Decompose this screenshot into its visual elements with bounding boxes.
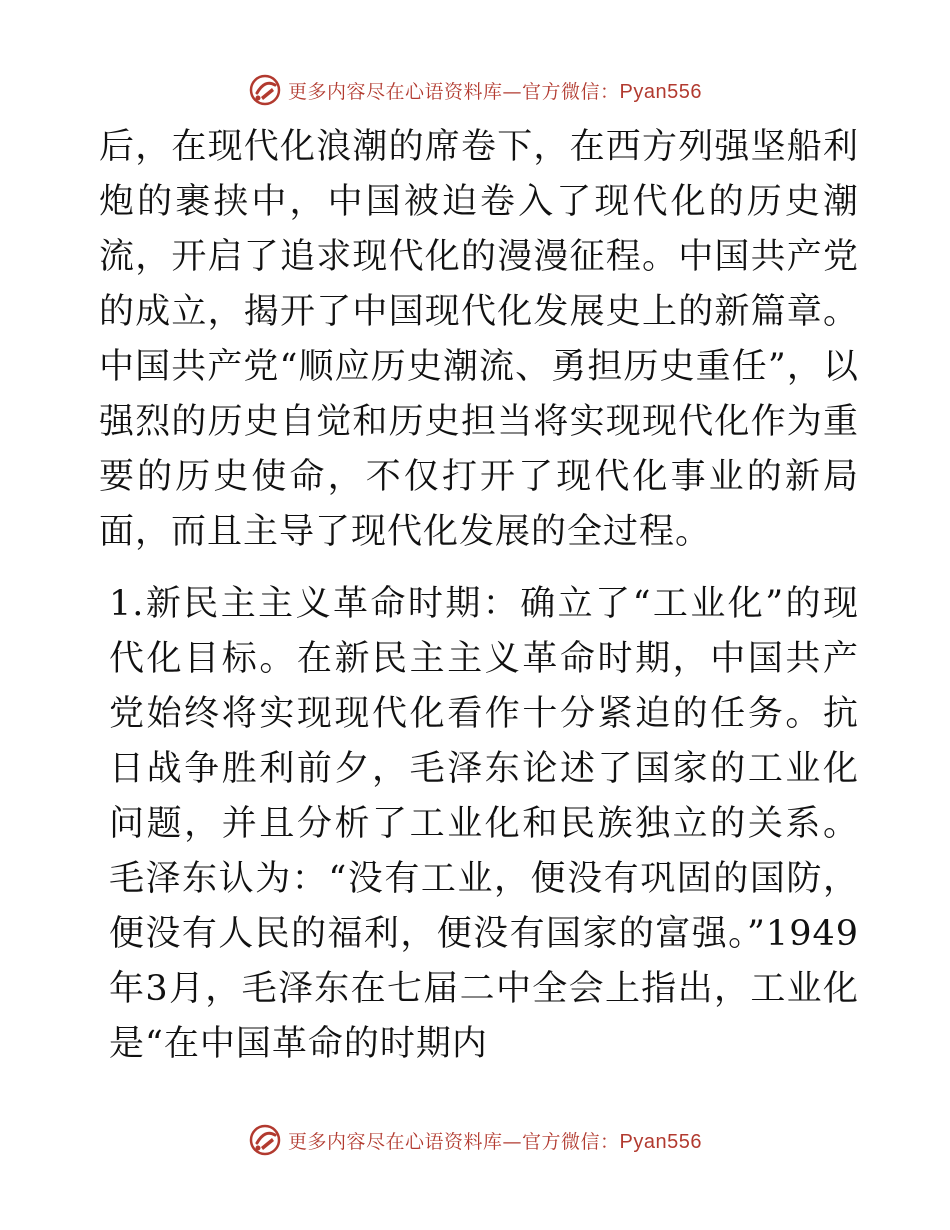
watermark-label: 更多内容尽在心语资料库—官方微信： xyxy=(288,80,620,103)
footer-watermark xyxy=(0,1122,950,1158)
watermark-logo-icon xyxy=(248,73,282,107)
watermark-handle: Pyan556 xyxy=(619,1130,702,1153)
watermark-handle: Pyan556 xyxy=(619,80,702,103)
watermark-logo-icon xyxy=(248,1123,282,1157)
document-body xyxy=(99,120,859,1072)
paragraph-2: 1.新民主主义革命时期：确立了“工业化”的现代化目标。在新民主主义革命时期，中国共产党始终将实现现代化看作十分紧迫的任务。抗日战争胜利前夕，毛泽东论述了国家的工业化问题，并且分析了工业化和民族独立的关系。毛泽东认为：“没有工业，便没有巩固的国防，便没有人民的福利，便没有国家的富强。”1949年3月，毛泽东在七届二中全会上指出，工业化是“在中国革命的时期内 xyxy=(109,584,859,1064)
watermark-text xyxy=(288,77,702,104)
header-watermark xyxy=(0,72,950,108)
watermark-text xyxy=(288,1127,702,1154)
watermark-label: 更多内容尽在心语资料库—官方微信： xyxy=(288,1130,620,1153)
paragraph-1: 后，在现代化浪潮的席卷下，在西方列强坚船利炮的裹挟中，中国被迫卷入了现代化的历史潮流，开启了追求现代化的漫漫征程。中国共产党的成立，揭开了中国现代化发展史上的新篇章。中国共产党“顺应历史潮流、勇担历史重任”，以强烈的历史自觉和历史担当将实现现代化作为重要的历史使命，不仅打开了现代化事业的新局面，而且主导了现代化发展的全过程。 xyxy=(99,127,859,552)
